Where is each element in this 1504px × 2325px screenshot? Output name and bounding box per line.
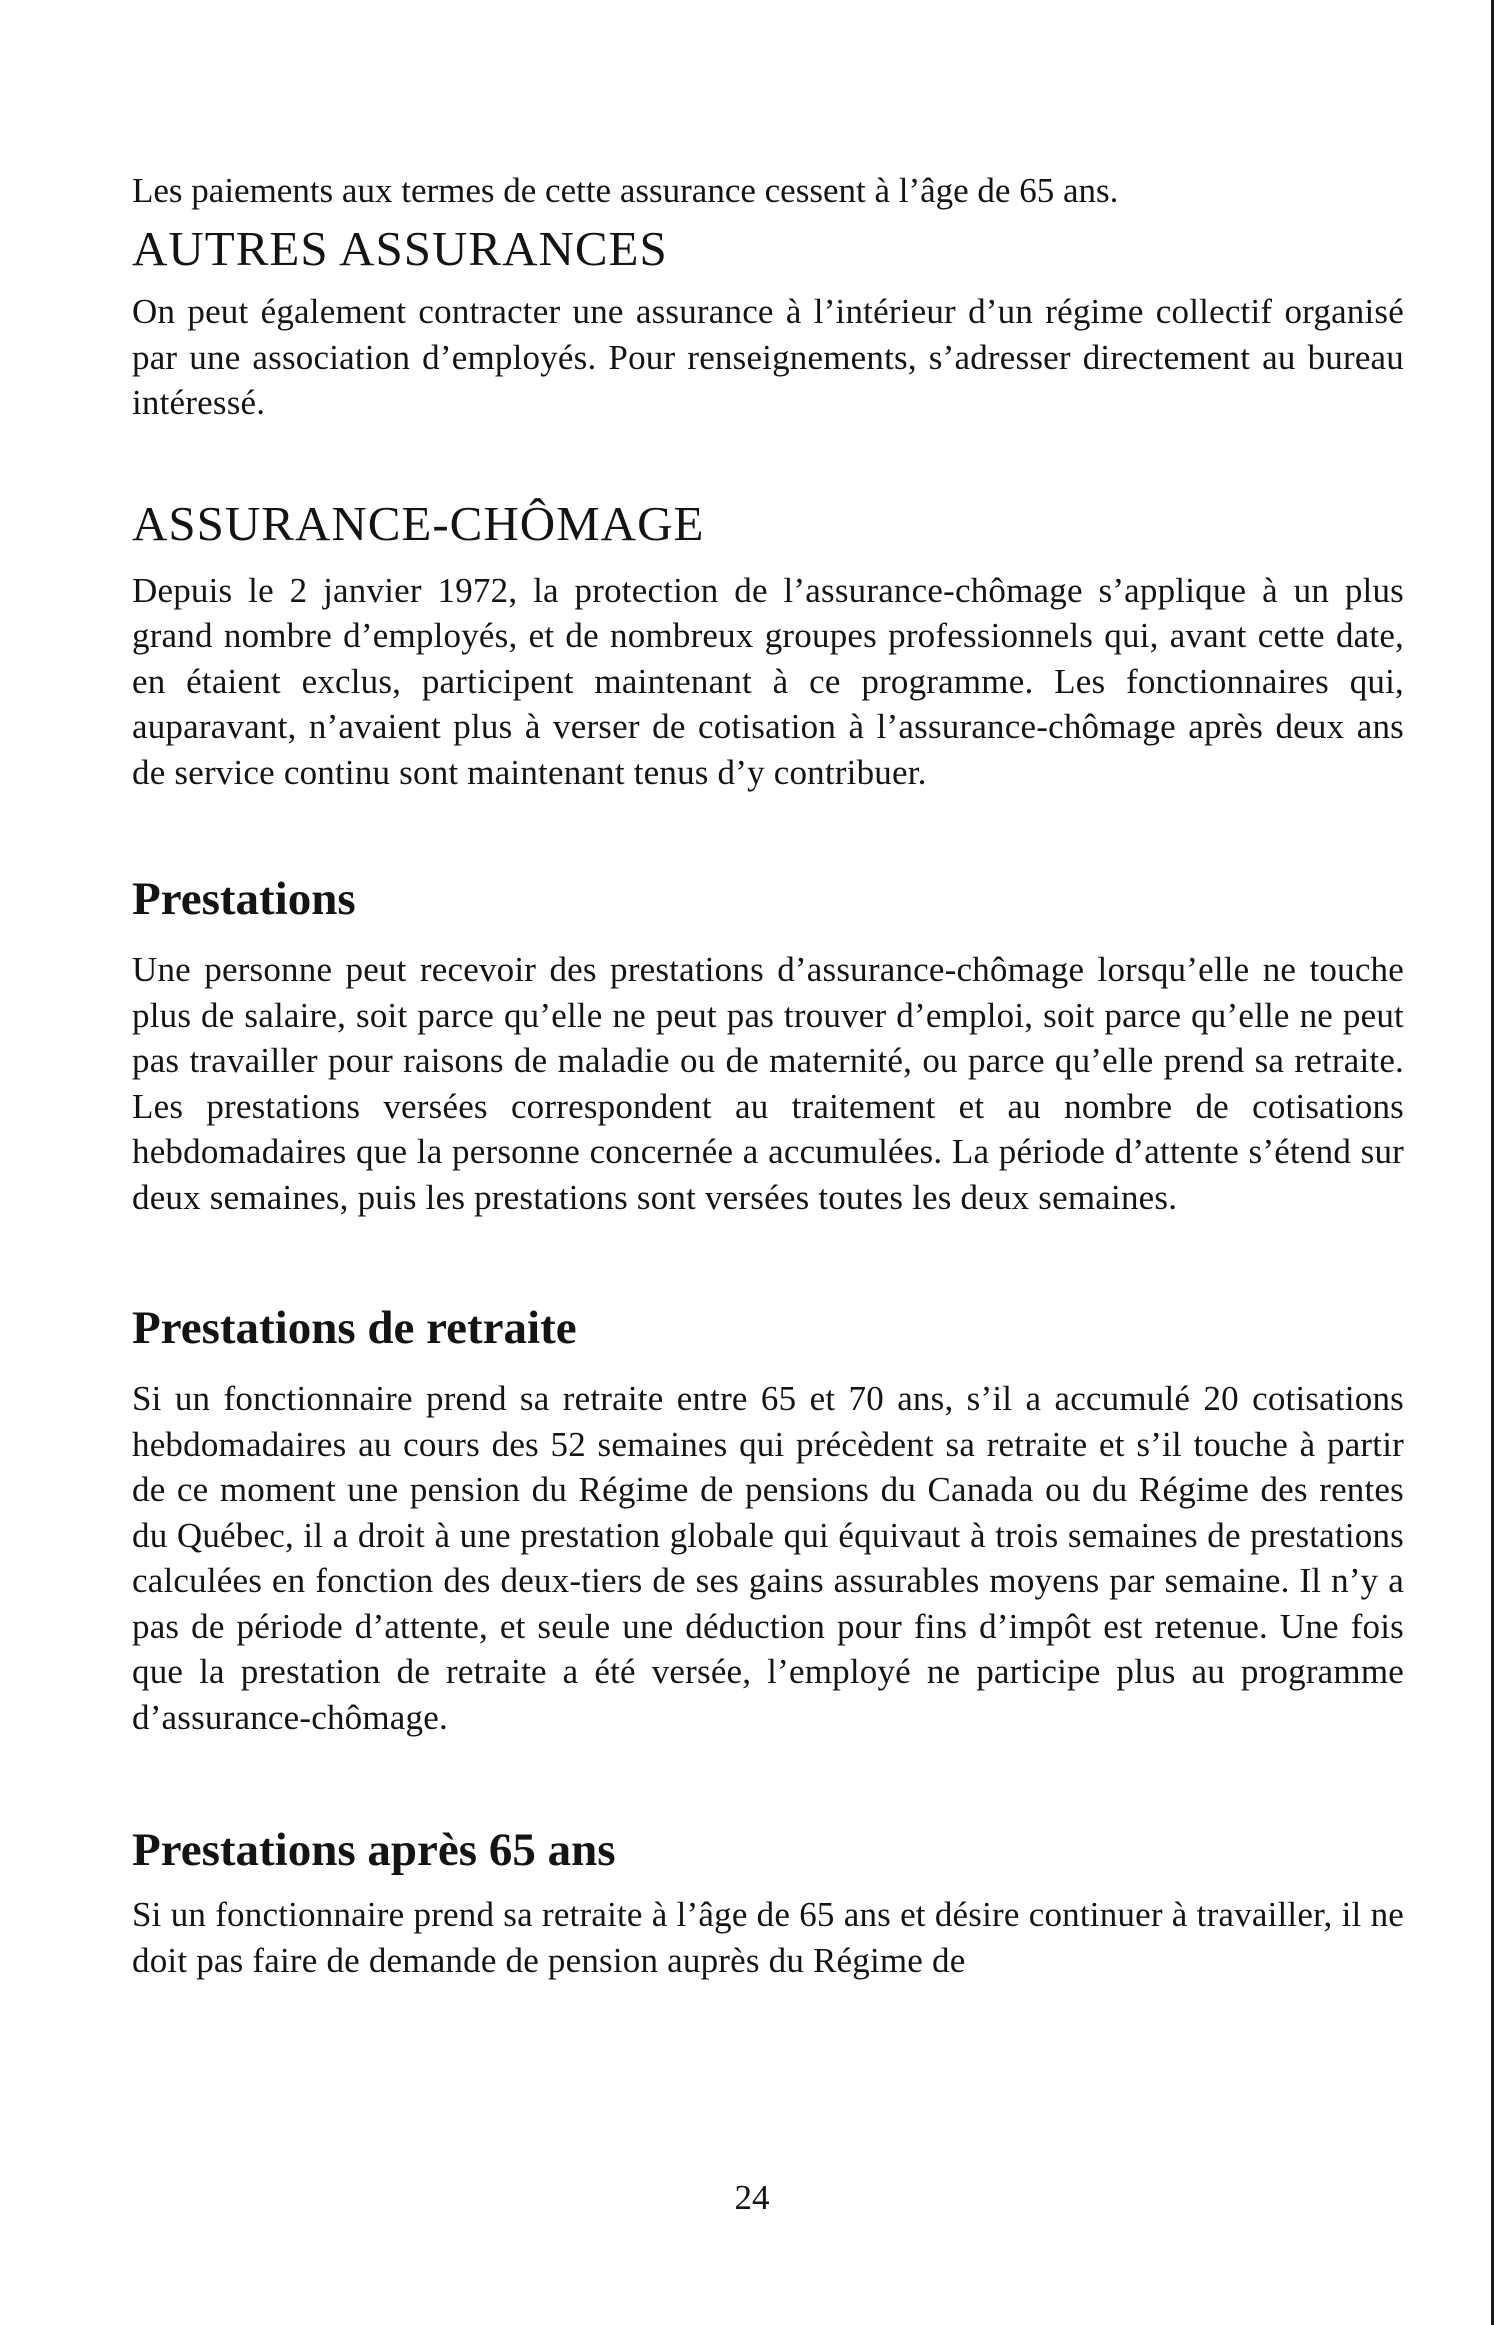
page-edge-line xyxy=(1491,0,1494,2325)
intro-line: Les paiements aux termes de cette assurance cessent à l’âge de 65 ans. xyxy=(132,171,1119,210)
heading-prestations-apres-65-ans: Prestations après 65 ans xyxy=(132,1824,616,1876)
page-content xyxy=(132,168,1404,1983)
paragraph-prestations-de-retraite: Si un fonctionnaire prend sa retraite entre 65 et 70 ans, s’il a accumulé 20 cotisations hebdomadaires au cours des 52 semaines qui précèdent sa retraite et s’il touche à partir de ce moment une pension du Régime de pensions du Canada ou du Régime des rentes du Québec, il a droit à une prestation globale qui équivaut à trois semaines de prestations calculées en fonction des deux-tiers de ses gains assurables moyens par semaine. Il n’y a pas de période d’attente, et seule une déduction pour fins d’impôt est retenue. Une fois que la prestation de retraite a été versée, l’employé ne participe plus au programme d’assurance-chômage. xyxy=(132,1379,1404,1737)
paragraph-prestations-apres-65-ans: Si un fonctionnaire prend sa retraite à l’âge de 65 ans et désire continuer à travailler, il ne doit pas faire de demande de pension auprès du Régime de xyxy=(132,1895,1404,1980)
heading-prestations: Prestations xyxy=(132,873,356,925)
heading-autres-assurances: AUTRES ASSURANCES xyxy=(132,221,668,276)
paragraph-assurance-chomage: Depuis le 2 janvier 1972, la protection de l’assurance-chômage s’applique à un plus grand nombre d’employés, et de nombreux groupes professionnels qui, avant cette date, en étaient exclus, participent maintenant à ce programme. Les fonctionnaires qui, auparavant, n’avaient plus à verser de cotisation à l’assurance-chômage après deux ans de service continu sont maintenant tenus d’y contribuer. xyxy=(132,570,1404,792)
paragraph-autres-assurances: On peut également contracter une assurance à l’intérieur d’un régime collectif organisé par une association d’employés. Pour renseignements, s’adresser directement au bureau intéressé. xyxy=(132,292,1404,422)
paragraph-prestations: Une personne peut recevoir des prestations d’assurance-chômage lorsqu’elle ne touche plus de salaire, soit parce qu’elle ne peut pas trouver d’emploi, soit parce qu’elle ne peut pas travailler pour raisons de maladie ou de maternité, ou parce qu’elle prend sa retraite. Les prestations versées correspondent au traitement et au nombre de cotisations hebdomadaires que la personne concernée a accumulées. La période d’attente s’étend sur deux semaines, puis les prestations sont versées toutes les deux semaines. xyxy=(132,950,1404,1217)
heading-prestations-de-retraite: Prestations de retraite xyxy=(132,1302,577,1354)
heading-assurance-chomage: ASSURANCE-CHÔMAGE xyxy=(132,495,705,551)
page-number: 24 xyxy=(734,2178,770,2217)
